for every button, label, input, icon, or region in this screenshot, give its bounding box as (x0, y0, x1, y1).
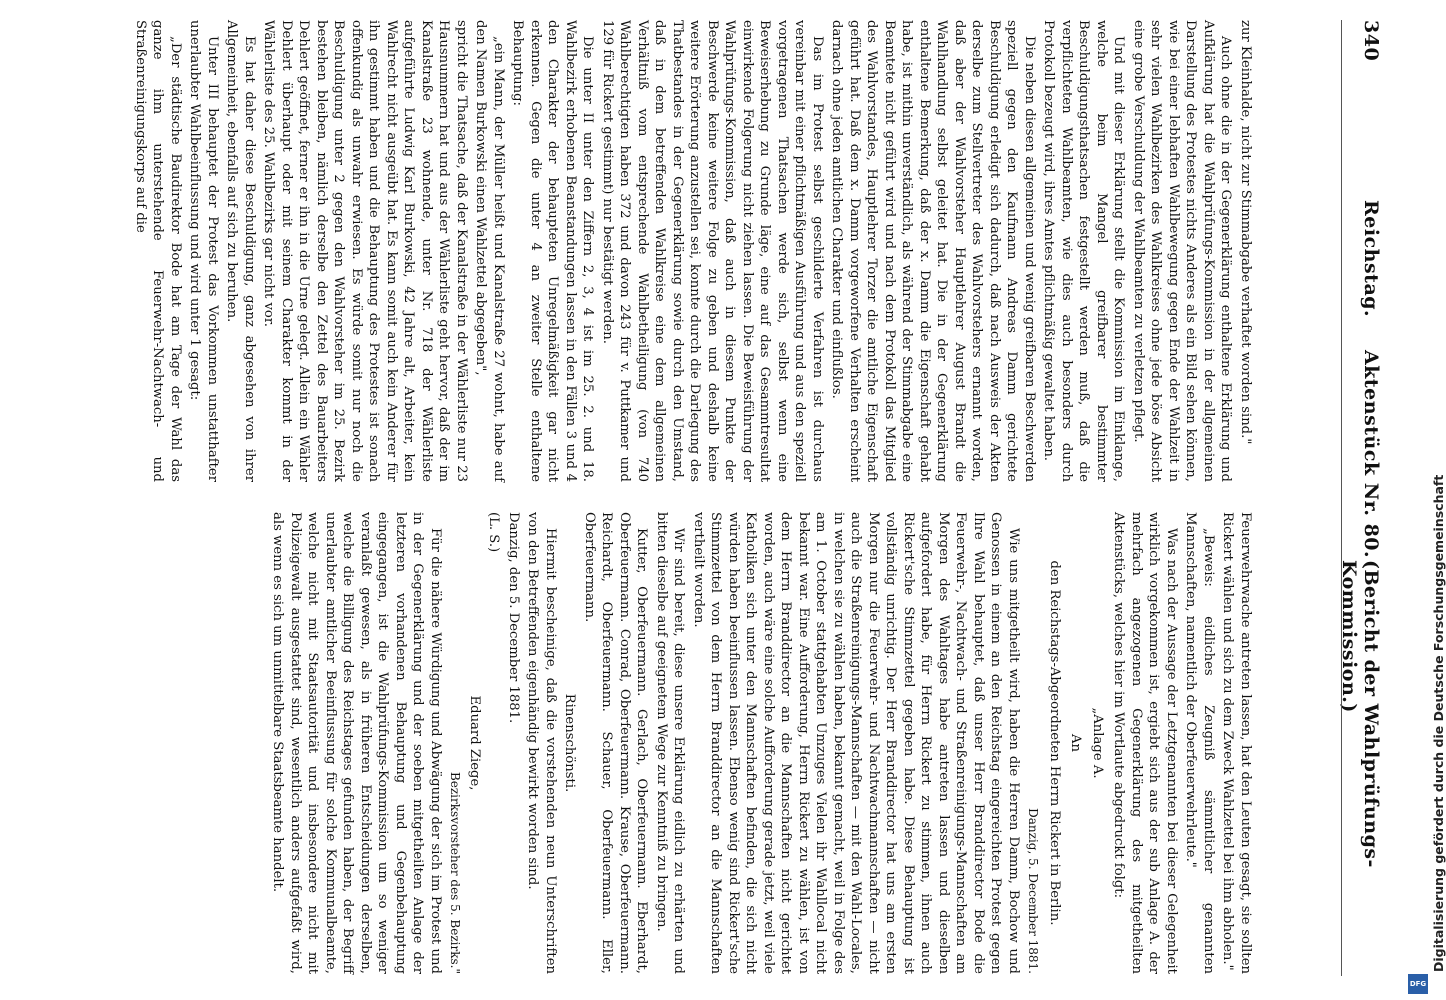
letter-recipient: den Reichstags-Abgeordneten Herrn Rickert in Berlin. (1047, 560, 1062, 926)
letter-body: Wie uns mitgetheilt wird, haben die Herren Damm, Bochow und Genossen in einem an den Reichstag eingereichten Protest gegen Ihre Wahl behauptet, daß unser Herr Branddirector Bode die Feuerwehr-, Nachtwach- und Straßenreinigungs-Mannschaften am Morgen des Wahltages habe antreten lassen und dieselben aufgefordert habe, für Herrn Rickert zu stimmen, ihnen auch Rickert'sche Stimmzettel gegeben habe. Diese Behauptung ist vollständig unrichtig. Der Herr Branddirector hat uns am ersten Morgen nur die Feuerwehr- und Nachtwachmannschaften — nicht auch die Straßenreinigungs-Mannschaften — mit den Wahl-Locales, in welchen sie zu wählen haben, bekannt gemacht, weil in Folge des am 1. October stattgehabten Umzuges Vielen ihr Wahllocal nicht bekannt war. Eine Aufforderung, Herrn Rickert zu wählen, ist von dem Herrn Branddirector an die Mannschaften nicht gerichtet worden, auch wäre eine solche Aufforderung gerade jetzt, weil viele Katholiken sich unter den Mannschaften befinden, die sich nicht würden haben beeinflussen lassen. Ebenso wenig sind Rickert'sche Stimmzettel von dem Herrn Branddirector an die Mannschaften vertheilt worden. (691, 512, 1021, 974)
letter-salutation: An (1068, 733, 1084, 753)
page-number: 340 (1360, 20, 1382, 62)
left-column (130, 20, 1255, 482)
paragraph: Unter III behauptet der Protest das Vorkommen unstatthafter unerlaubter Wahlbeeinflussung und wird unter 1 gesagt: (187, 20, 220, 482)
right-column (267, 512, 1254, 974)
paragraph: Die neben diesen allgemeinen und wenig greifbaren Beschwerden speziell gegen den Kaufmann Andreas Damm gerichtete Beschuldigung erledigt sich dadurch, daß nach Ausweis der Akten derselbe zum Stellvertreter des Wahlvorstehers ernannt worden, daß aber der Wahlvorsteher Hauptlehrer August Brandt die Wahlhandlung selbst geleitet hat. Die in der Gegenerklärung enthaltene Bemerkung, daß der x. Damm die Eigenschaft gehabt habe, ist mithin unverständlich, als während der Stimmabgabe eine Beamtete nicht geführt wird und nach dem Protokoll das Mitglied des Wahlvorstandes, Hauptlehrer Torzer die amtliche Eigenschaft geführt hat. Daß dem x. Damm vorgeworfene Verhalten erscheint darnach ohne jeden amtlichen Charakter und einflußlos. (829, 20, 1037, 482)
letter-dateline: Danzig, 5. December 1881. (1026, 808, 1041, 974)
seal-mark: (L. S.) (486, 512, 502, 553)
digitization-sidebar (1402, 0, 1432, 1000)
paragraph: Das im Protest selbst geschilderte Verfahren ist durchaus vereinbar mit einer pflichtmäßigen Ausführung und aus den speziell vorgetragenen Thatsachen werde sich, selbst wenn eine Beweiserhebung zu Grunde läge, eine auf das Gesammtresultat einwirkende Folgerung nicht ziehen lassen. Die Beweisführung der Wahlprüfungs-Kommission, daß auch in diesem Punkte der Beschwerde keine weitere Folge zu geben und deshalb keine weitere Erörterung anzustellen sei, konnte durch die Darlegung des Thatbestandes in der Gegenerklärung sowie durch den Umstand, daß in dem betreffenden Wahlkreise eine dem allgemeinen Verhältniß vom entsprechende Wahlbetheiligung (von 740 Wahlberechtigten haben 372 und davon 243 für v. Puttkamer und 129 für Rickert gestimmt) nur bestätigt werden. (600, 20, 825, 482)
paragraph: Was nach der Aussage der Letztgenannten bei dieser Gelegenheit wirklich vorgekommen ist, ergiebt sich aus der sub Anlage A. der mehrfach angezogenen Gegenerklärung des mitgetheilten Aktenstücks, welches hier im Wortlaute abgedruckt folgt: (1111, 512, 1179, 974)
paragraph: zur Kleinhalde, nicht zur Stimmabgabe verhaftet worden sind." (1238, 20, 1253, 445)
dfg-logo-icon: DFG (1408, 974, 1428, 994)
official-name: Eduard Ziege, (467, 695, 482, 791)
document-title: Aktenstück Nr. 80. (1360, 350, 1382, 559)
annex-heading: „Anlage A. (1090, 707, 1105, 779)
certification-heading: Rinenschönsti. (562, 693, 578, 793)
paragraph: Feuerwehrwache antreten lassen, hat den Leuten gesagt, sie sollten Rickert wählen und sich zu dem Zweck Wahlzettel bei ihm abholen." (1220, 512, 1253, 974)
letter-signatories: Kutter, Oberfeuermann. Gerlach, Oberfeuermann. Eberhardt, Oberfeuermann. Conrad, Oberfeuermann. Krause, Oberfeuermann. Reichardt, Oberfeuermann. Schauer, Oberfeuermann. Eller, Oberfeuermann. (582, 512, 650, 974)
page-header (1338, 20, 1382, 976)
quotation: „Beweis: eidliches Zeugniß sämmtlicher genannten Mannschaften, namentlich der Oberfeuerwehrleute." (1183, 512, 1216, 974)
digitization-credit: Digitalisierung gefördert durch die Deutsche Forschungsgemeinschaft (1431, 474, 1446, 972)
header-rule (1341, 20, 1342, 976)
section-title: Reichstag. (1360, 200, 1382, 318)
quotation: „ein Mann, der Müller heißt und Kanalstraße 27 wohnt, habe auf den Namen Burkowski einen Wahlzettel abgegeben", (473, 20, 506, 482)
certification-text: Hiermit bescheinige, daß die vorstehenden neun Unterschriften von den Betreffenden eigenhändig bewirkt worden sind. (525, 512, 558, 974)
letter-body: Wir sind bereit, diese unsere Erklärung eidlich zu erhärten und bitten dieselbe auf geeignetem Wege zur Kenntniß zu bringen. (654, 512, 687, 974)
paragraph: spricht die Thatsache, daß der Kanalstraße in der Wählerliste nur 23 Hausnummern hat und aus der Wählerliste geht hervor, daß der im Kanalstraße 23 wohnende, unter Nr. 718 der Wählerliste aufgeführte Ludwig Karl Burkowski, 42 Jahre alt, Arbeiter, kein Wahlrecht nicht ausgeübt hat. Es kann somit auch kein Anderer für ihn gestimmt haben und die Behauptung des Protestes ist sonach offenkundig als unwahr erwiesen. Es würde somit nur noch die Beschuldigung unter 2 gegen den Wahlvorsteher im 25. Bezirk bestehen bleiben, nämlich derselbe den Zettel des Bauarbeiters Dehlert geöffnet, ferner er ihn in die Urne gelegt. Allein ein Wähler Dehlert überhaupt oder mit seinem Charakter kommt in der Wählerliste des 25. Wahlbezirks gar nicht vor. (261, 20, 469, 482)
certification-date: Danzig, den 5. December 1881. (506, 512, 521, 724)
document-subtitle: (Bericht der Wahlprüfungs-Kommission.) (1338, 560, 1382, 868)
paragraph: Die unter II unter den Ziffern 2, 3, 4 ist im 25. 2. und 18. Wahlbezirk erhobenen Beanstandungen lassen in den Fällen 3 und 4 den Charakter der behaupteten Unregelmäßigkeit gar nicht erkennen. Gegen die unter 4 an zweiter Stelle enthaltene Behauptung: (510, 20, 596, 482)
paragraph: Es hat daher diese Beschuldigung, ganz abgesehen von ihrer Allgemeinheit, ebenfalls auf sich zu beruhen. (224, 20, 257, 482)
paragraph: Auch ohne die in der Gegenerklärung enthaltene Erklärung und Aufklärung hat die Wahlprüfungs-Kommission in der allgemeinen Darstellung des Protestes nichts Anderes als ein Bild sehen können, wie bei einer lebhaften Wahlbewegung gegen Ende der Wahlzeit in sehr vielen Wahlbezirken des Wahlkreises ohne jede böse Absicht eine grobe Verschuldung der Wahlbeamten zu verletzen pflegt. (1131, 20, 1234, 482)
official-title: Bezirksvorsteher des 5. Bezirks." (448, 771, 463, 974)
closing-paragraph: Für die nähere Würdigung und Abwägung der sich im Protest und in der Gegenerklärung und der soeben mitgetheilten Anlage der letzteren vorhandenen Behauptung und Gegenbehauptung eingegangen, ist die Wahlprüfungs-Kommission um so weniger veranlaßt gewesen, als in früheren Entscheidungen derselben, welche die Billigung des Reichstages gefunden haben, der Begriff unerlaubter amtlicher Beeinflussung für solche Kommunalbeamte, welche nicht mit Staatsautorität und insbesondere nicht mit Polizeigewalt ausgestattet sind, wesentlich anders aufgefaßt wird, als wenn es sich um unmittelbare Staatsbeamte handelt. (270, 512, 443, 974)
quotation: „Der städtische Baudirektor Bode hat am Tage der Wahl das ganze ihm unterstehende Feuerwehr-Nachtwach- und Straßenreinigungskorps auf die (133, 20, 183, 482)
paragraph: Und mit dieser Erklärung stellt die Kommission im Einklange, welche beim Mangel greifbarer bestimmter Beschuldigungsthatsachen festgestellt werden muß, daß die verpflichteten Wahlbeamten, wie dies auch besonders durch Protokoll bezeugt wird, ihres Amtes pflichtmäßig gewaltet haben. (1041, 20, 1127, 482)
